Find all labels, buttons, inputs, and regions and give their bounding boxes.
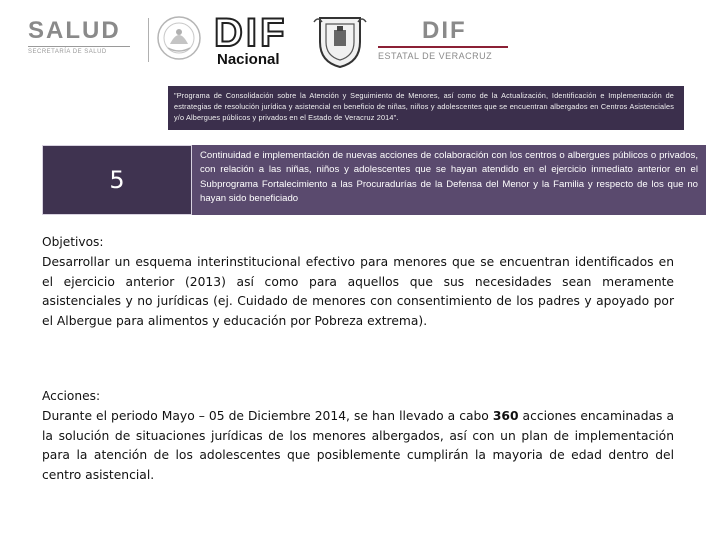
objetivos-body: Desarrollar un esquema interinstitucional efectivo para menores que se encuentran identificados en el ejercicio anterior (2013) así como para aquellos que sus necesidades sean meramente asistenciales y no jurídicas (ej. Cuidado de menores con consentimiento de los padres y apoyado por el Albergue para alimentos y educación por Pobreza extrema). xyxy=(42,255,674,328)
mexico-seal-icon xyxy=(156,14,202,67)
program-banner-text: "Programa de Consolidación sobre la Atención y Seguimiento de Menores, así como de la Actualización, Identificación e Implementación de estrategias de resolución jurídica y asistencial en beneficio de niñas, niños y adolescentes que se encuentran albergados en Centros Asistenciales y/o Albergues públicos y privados en el Estado de Veracruz 2014". xyxy=(174,91,674,122)
acciones-body xyxy=(42,407,674,485)
header-logos xyxy=(0,0,720,78)
dif-nacional-letters: DIF xyxy=(214,11,288,55)
item-number-box xyxy=(42,145,192,215)
salud-logo xyxy=(28,18,138,55)
salud-logo-word: SALUD xyxy=(28,17,121,44)
objetivos-section xyxy=(42,234,674,331)
acciones-title: Acciones: xyxy=(42,389,101,403)
salud-logo-divider xyxy=(28,46,130,47)
dif-veracruz-subtitle: ESTATAL DE VERACRUZ xyxy=(378,51,493,61)
acciones-count: 360 xyxy=(492,409,519,423)
objetivos-title: Objetivos: xyxy=(42,235,104,249)
dif-nacional-logo xyxy=(214,11,302,68)
acciones-body-start: Durante el periodo Mayo – 05 de Diciembre 2014, se han llevado a cabo xyxy=(42,409,493,423)
veracruz-shield-icon xyxy=(312,12,368,75)
item-number: 5 xyxy=(109,166,125,194)
logo-separator xyxy=(148,18,149,62)
dif-veracruz-logo xyxy=(378,18,518,61)
program-banner xyxy=(168,86,684,130)
salud-logo-subtitle: SECRETARÍA DE SALUD xyxy=(28,49,107,55)
dif-veracruz-divider xyxy=(378,46,508,48)
acciones-body-end: acciones encaminadas a la solución de situaciones jurídicas de los menores albergados, así con un plan de implementación para la atención de los adolescentes que posiblemente cumplirán la mayoria de edad dentro del centro asistencial. xyxy=(42,409,674,482)
item-description: Continuidad e implementación de nuevas acciones de colaboración con los centros o albergues públicos o privados, con relación a las niñas, niños y adolescentes que se hayan atendido en el ejercicio inmediato anterior en el Subprograma Fortalecimiento a las Procuradurías de la Defensa del Menor y la Familia y respecto de los que no hayan sido beneficiado xyxy=(200,150,698,205)
dif-nacional-word: Nacional xyxy=(217,51,280,68)
dif-veracruz-word: DIF xyxy=(422,17,467,44)
item-description-box xyxy=(192,145,706,215)
acciones-section xyxy=(42,388,674,485)
